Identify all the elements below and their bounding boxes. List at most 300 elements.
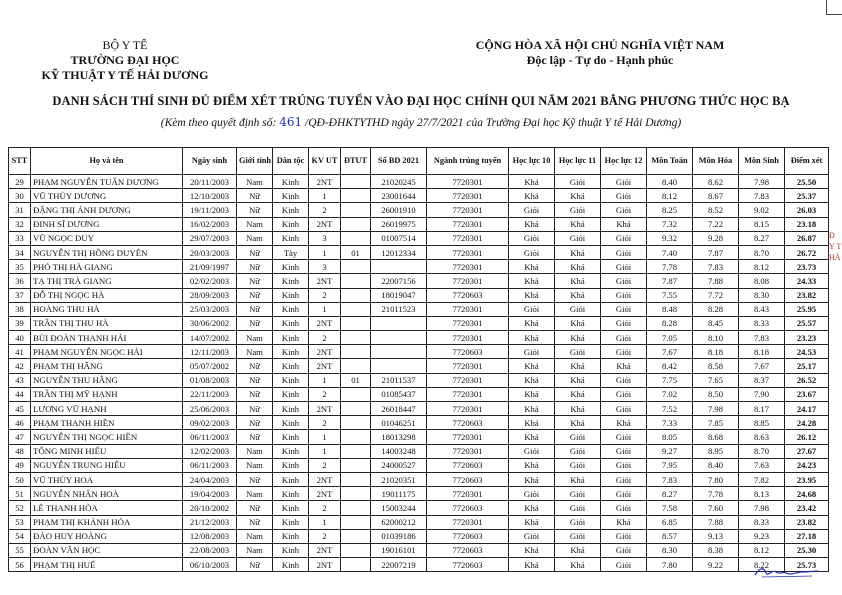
table-cell: ĐỖ THỊ NGỌC HÀ bbox=[31, 288, 183, 302]
table-cell: Kinh bbox=[273, 543, 309, 557]
table-cell: 7720301 bbox=[427, 359, 509, 373]
table-row bbox=[9, 416, 829, 430]
margin-stamp-line: Y T bbox=[829, 242, 842, 251]
table-cell: Khá bbox=[555, 274, 601, 288]
table-cell: 19016101 bbox=[371, 543, 427, 557]
table-cell: 9.28 bbox=[693, 231, 739, 245]
table-cell: 8.58 bbox=[693, 359, 739, 373]
table-cell: Khá bbox=[509, 260, 555, 274]
table-cell: 8.28 bbox=[647, 316, 693, 330]
column-header: KV UT bbox=[309, 148, 341, 175]
table-row bbox=[9, 245, 829, 259]
table-cell: Giỏi bbox=[601, 458, 647, 472]
table-cell: 25.50 bbox=[785, 175, 829, 189]
table-cell: 2NT bbox=[309, 359, 341, 373]
table-cell: 23.95 bbox=[785, 472, 829, 486]
table-cell: 9.27 bbox=[647, 444, 693, 458]
table-cell: 22007219 bbox=[371, 558, 427, 572]
table-cell: LÊ THANH HÒA bbox=[31, 501, 183, 515]
table-cell: Khá bbox=[509, 430, 555, 444]
subtitle-suffix: /QĐ-ĐHKTYTHD ngày 27/7/2021 của Trường Đại học Kỹ thuật Y tế Hải Dương) bbox=[305, 117, 682, 129]
table-cell: 1 bbox=[309, 189, 341, 203]
table-cell bbox=[341, 529, 371, 543]
table-cell: 8.38 bbox=[693, 543, 739, 557]
table-cell: 27.67 bbox=[785, 444, 829, 458]
table-cell: Nữ bbox=[237, 558, 273, 572]
table-cell: 29/07/2003 bbox=[183, 231, 237, 245]
table-cell bbox=[341, 472, 371, 486]
table-cell: 8.13 bbox=[739, 487, 785, 501]
table-cell: 7.02 bbox=[647, 387, 693, 401]
table-cell: Giỏi bbox=[601, 345, 647, 359]
table-cell: Kinh bbox=[273, 231, 309, 245]
table-cell: PHẠM NGUYỄN TUẤN DƯƠNG bbox=[31, 175, 183, 189]
table-cell: 7.75 bbox=[647, 373, 693, 387]
table-cell: Kinh bbox=[273, 373, 309, 387]
table-row bbox=[9, 458, 829, 472]
column-header: Ngày sinh bbox=[183, 148, 237, 175]
table-cell: 8.12 bbox=[739, 260, 785, 274]
table-cell: 9.13 bbox=[693, 529, 739, 543]
table-cell: Kinh bbox=[273, 316, 309, 330]
table-cell: 35 bbox=[9, 260, 31, 274]
table-cell: 34 bbox=[9, 245, 31, 259]
table-cell: 24000527 bbox=[371, 458, 427, 472]
table-cell: 15003244 bbox=[371, 501, 427, 515]
table-cell: 25.30 bbox=[785, 543, 829, 557]
table-cell: 31 bbox=[9, 203, 31, 217]
table-cell: 7720301 bbox=[427, 189, 509, 203]
table-cell: 7.22 bbox=[693, 217, 739, 231]
table-cell: Kinh bbox=[273, 416, 309, 430]
table-cell: 21/12/2003 bbox=[183, 515, 237, 529]
table-cell: Khá bbox=[509, 274, 555, 288]
table-cell: 7.83 bbox=[647, 472, 693, 486]
table-cell: 24.53 bbox=[785, 345, 829, 359]
table-cell: 01 bbox=[341, 373, 371, 387]
table-cell: 02/02/2003 bbox=[183, 274, 237, 288]
table-cell: Khá bbox=[601, 217, 647, 231]
table-cell: Giỏi bbox=[555, 430, 601, 444]
table-cell: 46 bbox=[9, 416, 31, 430]
table-cell: 8.15 bbox=[739, 217, 785, 231]
table-cell bbox=[341, 359, 371, 373]
table-cell: Khá bbox=[555, 402, 601, 416]
table-row bbox=[9, 217, 829, 231]
table-cell: 8.52 bbox=[693, 203, 739, 217]
table-cell: NGUYỄN THỊ NGỌC HIỀN bbox=[31, 430, 183, 444]
table-cell: 62000212 bbox=[371, 515, 427, 529]
table-cell: ĐÀO HUY HOÀNG bbox=[31, 529, 183, 543]
table-cell: Khá bbox=[509, 359, 555, 373]
table-cell: 21/09/1997 bbox=[183, 260, 237, 274]
table-cell: Khá bbox=[555, 387, 601, 401]
table-row bbox=[9, 543, 829, 557]
table-cell: 7720603 bbox=[427, 472, 509, 486]
table-cell: 38 bbox=[9, 302, 31, 316]
table-cell: Kinh bbox=[273, 444, 309, 458]
ministry-name: BỘ Y TẾ bbox=[102, 38, 148, 52]
table-cell: NGUYỄN THU HẰNG bbox=[31, 373, 183, 387]
table-row bbox=[9, 472, 829, 486]
table-cell: 7720301 bbox=[427, 430, 509, 444]
table-cell: Kinh bbox=[273, 331, 309, 345]
table-cell: 01007514 bbox=[371, 231, 427, 245]
national-title: CỘNG HÒA XÃ HỘI CHỦ NGHĨA VIỆT NAM bbox=[475, 38, 725, 52]
table-cell: 25.73 bbox=[785, 558, 829, 572]
table-cell: ĐOÀN VĂN HỌC bbox=[31, 543, 183, 557]
table-cell: Khá bbox=[555, 217, 601, 231]
table-cell: 45 bbox=[9, 402, 31, 416]
table-cell: Nữ bbox=[237, 430, 273, 444]
table-cell: 27.18 bbox=[785, 529, 829, 543]
table-cell: Khá bbox=[509, 458, 555, 472]
table-cell: 9.32 bbox=[647, 231, 693, 245]
table-cell: Nam bbox=[237, 529, 273, 543]
table-cell: Giỏi bbox=[555, 501, 601, 515]
national-header bbox=[420, 38, 780, 68]
table-cell: 7720301 bbox=[427, 203, 509, 217]
table-cell: 7.98 bbox=[693, 402, 739, 416]
table-cell: 09/02/2003 bbox=[183, 416, 237, 430]
table-cell: 7720301 bbox=[427, 316, 509, 330]
national-motto: Độc lập - Tự do - Hạnh phúc bbox=[526, 53, 674, 67]
table-cell: Khá bbox=[509, 217, 555, 231]
table-row bbox=[9, 288, 829, 302]
table-row bbox=[9, 444, 829, 458]
table-cell bbox=[341, 501, 371, 515]
institution-header bbox=[20, 38, 230, 83]
table-cell: Nam bbox=[237, 231, 273, 245]
table-cell: 23.42 bbox=[785, 501, 829, 515]
table-cell: Giỏi bbox=[601, 175, 647, 189]
table-cell: Kinh bbox=[273, 458, 309, 472]
table-cell: Giỏi bbox=[509, 245, 555, 259]
table-body bbox=[9, 175, 829, 572]
table-cell: 56 bbox=[9, 558, 31, 572]
table-cell: Khá bbox=[509, 416, 555, 430]
table-cell bbox=[341, 543, 371, 557]
table-cell: 7720301 bbox=[427, 245, 509, 259]
table-cell: 7720603 bbox=[427, 543, 509, 557]
table-cell: 2NT bbox=[309, 217, 341, 231]
table-cell: 7.87 bbox=[693, 245, 739, 259]
table-cell: 7.78 bbox=[693, 487, 739, 501]
table-cell bbox=[341, 203, 371, 217]
table-cell: Khá bbox=[509, 316, 555, 330]
table-cell bbox=[371, 331, 427, 345]
table-cell: Giỏi bbox=[555, 302, 601, 316]
table-cell: Giỏi bbox=[555, 175, 601, 189]
table-cell: Khá bbox=[555, 288, 601, 302]
table-cell: 8.30 bbox=[739, 288, 785, 302]
table-cell: 1 bbox=[309, 373, 341, 387]
table-cell: 05/07/2002 bbox=[183, 359, 237, 373]
table-cell bbox=[371, 316, 427, 330]
table-row bbox=[9, 175, 829, 189]
table-cell: Giỏi bbox=[509, 345, 555, 359]
table-cell: 24.23 bbox=[785, 458, 829, 472]
table-cell: 7.90 bbox=[739, 387, 785, 401]
table-cell: 8.18 bbox=[693, 345, 739, 359]
table-cell: PHẠM THANH HIỀN bbox=[31, 416, 183, 430]
column-header: Học lực 10 bbox=[509, 148, 555, 175]
table-cell: 7720301 bbox=[427, 387, 509, 401]
table-cell: 7.98 bbox=[739, 175, 785, 189]
table-cell: 20/03/2003 bbox=[183, 245, 237, 259]
university-name-line1: TRƯỜNG ĐẠI HỌC bbox=[70, 53, 180, 67]
table-cell: 9.22 bbox=[693, 558, 739, 572]
table-cell: 8.50 bbox=[693, 387, 739, 401]
table-cell: 7.32 bbox=[647, 217, 693, 231]
table-cell: Giỏi bbox=[601, 373, 647, 387]
table-cell: 9.02 bbox=[739, 203, 785, 217]
table-cell: 7.60 bbox=[693, 501, 739, 515]
table-cell: Nữ bbox=[237, 472, 273, 486]
table-cell: 39 bbox=[9, 316, 31, 330]
table-cell: NGUYỄN TRUNG HIẾU bbox=[31, 458, 183, 472]
table-cell: 26018447 bbox=[371, 402, 427, 416]
table-cell: Khá bbox=[601, 359, 647, 373]
table-cell: Giỏi bbox=[555, 529, 601, 543]
table-cell: ĐẶNG THỊ ÁNH DƯƠNG bbox=[31, 203, 183, 217]
table-cell: TẠ THỊ TRÀ GIANG bbox=[31, 274, 183, 288]
column-header: STT bbox=[9, 148, 31, 175]
table-cell: VŨ NGỌC DUY bbox=[31, 231, 183, 245]
table-cell: Khá bbox=[509, 331, 555, 345]
table-cell: Nữ bbox=[237, 515, 273, 529]
table-cell: Kinh bbox=[273, 217, 309, 231]
table-cell: Kinh bbox=[273, 302, 309, 316]
table-cell: 7720301 bbox=[427, 217, 509, 231]
table-cell: 48 bbox=[9, 444, 31, 458]
table-cell: 41 bbox=[9, 345, 31, 359]
table-cell: 7.67 bbox=[739, 359, 785, 373]
handwritten-decision-number: 461 bbox=[279, 115, 303, 129]
table-cell: Kinh bbox=[273, 203, 309, 217]
signature-icon bbox=[752, 565, 822, 579]
table-cell: VŨ THÙY HOA bbox=[31, 472, 183, 486]
table-cell: 47 bbox=[9, 430, 31, 444]
table-cell: Kinh bbox=[273, 387, 309, 401]
table-cell: 7.83 bbox=[739, 331, 785, 345]
table-row bbox=[9, 529, 829, 543]
table-cell: Kinh bbox=[273, 345, 309, 359]
table-cell: 7.58 bbox=[647, 501, 693, 515]
table-cell: Nữ bbox=[237, 260, 273, 274]
table-cell: 8.70 bbox=[739, 444, 785, 458]
table-cell: 01/08/2003 bbox=[183, 373, 237, 387]
table-cell: 24.33 bbox=[785, 274, 829, 288]
table-cell: 1 bbox=[309, 302, 341, 316]
table-cell: 25.37 bbox=[785, 189, 829, 203]
table-cell bbox=[341, 217, 371, 231]
table-cell: 2NT bbox=[309, 472, 341, 486]
table-cell: 23.67 bbox=[785, 387, 829, 401]
table-cell: Khá bbox=[601, 515, 647, 529]
table-cell: Kinh bbox=[273, 288, 309, 302]
table-row bbox=[9, 501, 829, 515]
table-cell: 25.57 bbox=[785, 316, 829, 330]
table-cell: Nữ bbox=[237, 359, 273, 373]
table-row bbox=[9, 274, 829, 288]
table-cell: Nam bbox=[237, 458, 273, 472]
table-cell: Giỏi bbox=[601, 274, 647, 288]
table-cell: PHẠM THỊ HẰNG bbox=[31, 359, 183, 373]
table-cell: 20/10/2002 bbox=[183, 501, 237, 515]
table-cell: 52 bbox=[9, 501, 31, 515]
table-cell: Khá bbox=[555, 245, 601, 259]
table-cell: Nữ bbox=[237, 373, 273, 387]
table-cell: 7.95 bbox=[647, 458, 693, 472]
table-cell: PHÓ THỊ HÀ GIANG bbox=[31, 260, 183, 274]
table-cell: 06/10/2003 bbox=[183, 558, 237, 572]
table-cell: 06/11/2003 bbox=[183, 430, 237, 444]
table-cell: 2NT bbox=[309, 558, 341, 572]
table-cell: 3 bbox=[309, 260, 341, 274]
table-cell: 14003248 bbox=[371, 444, 427, 458]
table-cell: 7720603 bbox=[427, 288, 509, 302]
table-cell: Giỏi bbox=[601, 444, 647, 458]
table-cell: PHẠM THỊ HUẾ bbox=[31, 558, 183, 572]
table-cell: Giỏi bbox=[555, 231, 601, 245]
table-cell: 7.52 bbox=[647, 402, 693, 416]
column-header: Giới tính bbox=[237, 148, 273, 175]
table-cell: Nam bbox=[237, 345, 273, 359]
table-cell: 12012334 bbox=[371, 245, 427, 259]
column-header: ĐTUT bbox=[341, 148, 371, 175]
table-cell: Giỏi bbox=[601, 472, 647, 486]
table-cell: 26.87 bbox=[785, 231, 829, 245]
table-cell: Giỏi bbox=[601, 543, 647, 557]
table-cell: 24.28 bbox=[785, 416, 829, 430]
table-cell: Kinh bbox=[273, 529, 309, 543]
table-cell: PHẠM THỊ KHÁNH HÒA bbox=[31, 515, 183, 529]
table-cell: 06/11/2003 bbox=[183, 458, 237, 472]
table-cell: 01039186 bbox=[371, 529, 427, 543]
table-row bbox=[9, 260, 829, 274]
table-cell: 25/03/2003 bbox=[183, 302, 237, 316]
table-cell: Kinh bbox=[273, 274, 309, 288]
table-cell: 7720301 bbox=[427, 331, 509, 345]
table-cell bbox=[341, 274, 371, 288]
table-cell: Khá bbox=[509, 175, 555, 189]
table-cell bbox=[341, 189, 371, 203]
table-cell bbox=[341, 487, 371, 501]
table-cell: 55 bbox=[9, 543, 31, 557]
table-cell: Nam bbox=[237, 217, 273, 231]
table-cell: Kinh bbox=[273, 189, 309, 203]
table-cell: 12/08/2003 bbox=[183, 529, 237, 543]
table-row bbox=[9, 359, 829, 373]
table-cell: 8.27 bbox=[739, 231, 785, 245]
table-cell: 23.82 bbox=[785, 515, 829, 529]
table-cell: Giỏi bbox=[601, 316, 647, 330]
table-header-row bbox=[9, 148, 829, 175]
table-cell: Nam bbox=[237, 175, 273, 189]
table-cell: Giỏi bbox=[601, 260, 647, 274]
table-cell: Nữ bbox=[237, 387, 273, 401]
table-cell: Giỏi bbox=[509, 203, 555, 217]
table-cell: 54 bbox=[9, 529, 31, 543]
table-cell: 7.83 bbox=[693, 260, 739, 274]
table-cell: 8.30 bbox=[647, 543, 693, 557]
table-cell: 7.33 bbox=[647, 416, 693, 430]
table-cell: 36 bbox=[9, 274, 31, 288]
table-cell: 26.52 bbox=[785, 373, 829, 387]
table-cell: 25.17 bbox=[785, 359, 829, 373]
table-cell: 8.45 bbox=[693, 316, 739, 330]
candidate-table bbox=[8, 147, 829, 572]
table-cell: 23.82 bbox=[785, 288, 829, 302]
table-cell: 8.85 bbox=[739, 416, 785, 430]
table-row bbox=[9, 316, 829, 330]
table-cell: 7720301 bbox=[427, 402, 509, 416]
table-cell: 8.95 bbox=[693, 444, 739, 458]
document-title: DANH SÁCH THÍ SINH ĐỦ ĐIỂM XÉT TRÚNG TUYỂN VÀO ĐẠI HỌC CHÍNH QUI NĂM 2021 BẰNG PHƯƠNG THỨC HỌC BẠ bbox=[52, 94, 790, 108]
table-cell: 8.18 bbox=[739, 345, 785, 359]
table-cell: 8.28 bbox=[693, 302, 739, 316]
table-cell: 01085437 bbox=[371, 387, 427, 401]
table-cell: Khá bbox=[555, 331, 601, 345]
document-subtitle bbox=[0, 115, 842, 129]
table-cell: 7720603 bbox=[427, 501, 509, 515]
table-cell: Giỏi bbox=[601, 203, 647, 217]
table-cell: 7.87 bbox=[647, 274, 693, 288]
table-cell: 16/02/2003 bbox=[183, 217, 237, 231]
table-cell: Khá bbox=[509, 288, 555, 302]
table-cell: Giỏi bbox=[509, 487, 555, 501]
table-row bbox=[9, 331, 829, 345]
table-cell: Nam bbox=[237, 444, 273, 458]
table-cell: 24.17 bbox=[785, 402, 829, 416]
table-cell: 21011523 bbox=[371, 302, 427, 316]
table-cell: 9.23 bbox=[739, 529, 785, 543]
table-cell: 7720301 bbox=[427, 260, 509, 274]
table-cell: 49 bbox=[9, 458, 31, 472]
table-cell: 8.08 bbox=[739, 274, 785, 288]
table-cell: 8.10 bbox=[693, 331, 739, 345]
table-cell: 23.73 bbox=[785, 260, 829, 274]
table-cell: 51 bbox=[9, 487, 31, 501]
table-cell: Giỏi bbox=[601, 402, 647, 416]
table-cell: 22/08/2003 bbox=[183, 543, 237, 557]
column-header: Học lực 11 bbox=[555, 148, 601, 175]
table-cell: Tày bbox=[273, 245, 309, 259]
table-cell: Khá bbox=[555, 373, 601, 387]
table-cell: 7.85 bbox=[693, 416, 739, 430]
table-cell: 7.80 bbox=[693, 472, 739, 486]
table-cell: 30/06/2002 bbox=[183, 316, 237, 330]
table-cell: LƯƠNG VŨ HẠNH bbox=[31, 402, 183, 416]
table-cell: 7720603 bbox=[427, 458, 509, 472]
table-row bbox=[9, 373, 829, 387]
table-cell: 18013298 bbox=[371, 430, 427, 444]
table-row bbox=[9, 189, 829, 203]
table-cell: 2NT bbox=[309, 487, 341, 501]
table-cell: 7720301 bbox=[427, 231, 509, 245]
column-header: Số BD 2021 bbox=[371, 148, 427, 175]
table-cell: Kinh bbox=[273, 175, 309, 189]
table-cell: 7.80 bbox=[647, 558, 693, 572]
table-row bbox=[9, 402, 829, 416]
table-cell: Kinh bbox=[273, 359, 309, 373]
table-cell: 8.12 bbox=[739, 543, 785, 557]
table-cell: Giỏi bbox=[555, 345, 601, 359]
table-cell: 7720301 bbox=[427, 373, 509, 387]
table-cell bbox=[341, 444, 371, 458]
table-cell: 7720301 bbox=[427, 515, 509, 529]
